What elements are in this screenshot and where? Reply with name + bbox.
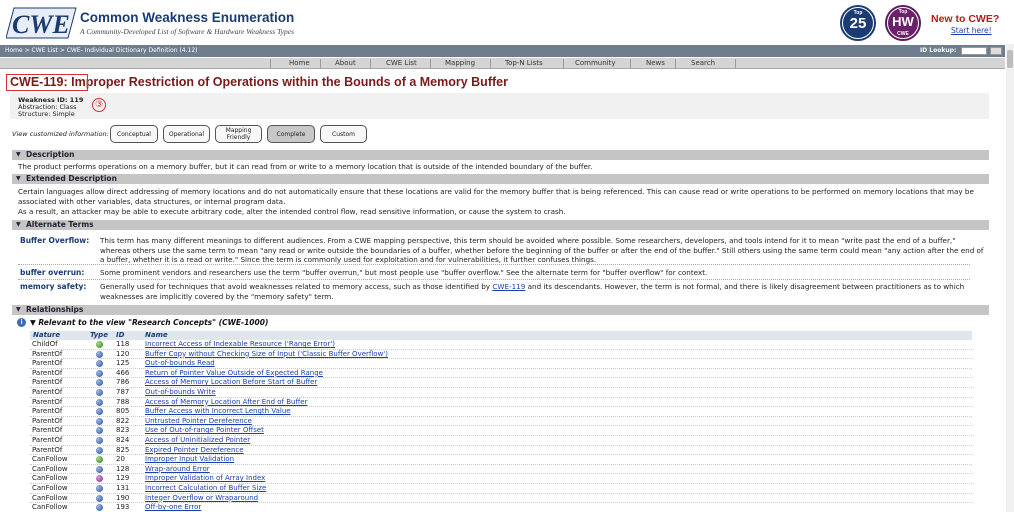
variant-type-icon	[96, 475, 103, 482]
table-row	[30, 494, 972, 504]
row-name-link[interactable]: Expired Pointer Dereference	[145, 445, 244, 454]
row-name-link[interactable]: Untrusted Pointer Dereference	[145, 416, 252, 425]
table-row	[30, 503, 972, 512]
weakness-meta-block	[10, 93, 989, 119]
row-nature: ParentOf	[32, 378, 63, 387]
table-row	[30, 426, 972, 436]
row-nature: ParentOf	[32, 388, 63, 396]
row-nature: CanFollow	[32, 484, 68, 492]
row-nature: CanFollow	[32, 493, 68, 502]
base-type-icon	[96, 408, 103, 415]
start-here-link[interactable]: Start here!	[951, 26, 992, 35]
base-type-icon	[96, 360, 103, 367]
id-lookup-label: ID Lookup:	[920, 47, 957, 54]
row-nature: ParentOf	[32, 445, 63, 454]
view-complete-button[interactable]: Complete	[267, 125, 315, 143]
table-row	[30, 436, 972, 446]
row-name-link[interactable]: Access of Memory Location Before Start of Buffer	[145, 378, 318, 387]
col-name: Name	[145, 331, 168, 339]
row-name-link[interactable]: Buffer Copy without Checking Size of Input ('Classic Buffer Overflow')	[145, 349, 388, 358]
view-operational-button[interactable]: Operational	[163, 125, 210, 143]
site-header	[0, 0, 1014, 44]
row-id: 787	[116, 388, 130, 396]
table-row	[30, 388, 972, 398]
base-type-icon	[96, 466, 103, 473]
table-row	[30, 474, 972, 484]
main-nav	[0, 58, 1005, 69]
row-nature: CanFollow	[32, 503, 68, 512]
table-row	[30, 446, 972, 456]
site-subtitle: A Community-Developed List of Software & Hardware Weakness Types	[80, 27, 295, 36]
table-row	[30, 417, 972, 427]
collapse-triangle-icon[interactable]: ▼	[16, 151, 21, 158]
page-scrollbar[interactable]	[1006, 44, 1014, 512]
row-id: 118	[116, 340, 130, 348]
section-alternate-terms[interactable]	[12, 220, 989, 230]
nav-mapping[interactable]: Mapping	[445, 59, 476, 67]
alt-term-memory-safety: memory safety:	[20, 282, 87, 291]
nav-community[interactable]: Community	[575, 59, 616, 67]
row-nature: ChildOf	[32, 340, 58, 348]
nav-separator	[735, 59, 736, 68]
row-name-link[interactable]: Off-by-one Error	[145, 503, 202, 512]
section-title: Relationships	[26, 305, 84, 314]
collapse-triangle-icon[interactable]: ▼	[30, 318, 39, 327]
base-type-icon	[96, 437, 103, 444]
row-id: 190	[116, 493, 130, 502]
alt-term-desc	[100, 282, 986, 301]
row-id: 193	[116, 503, 130, 512]
nav-separator	[630, 59, 631, 68]
cwe-119-link[interactable]: CWE-119	[492, 282, 526, 291]
nav-separator	[675, 59, 676, 68]
row-name-link[interactable]: Use of Out-of-range Pointer Offset	[145, 426, 264, 435]
view-mapping-line2: Friendly	[226, 134, 251, 141]
id-lookup-input[interactable]	[961, 47, 987, 55]
row-id: 786	[116, 378, 130, 387]
nav-separator	[490, 59, 491, 68]
row-id: 466	[116, 368, 130, 377]
alt-term-desc-pre: Generally used for techniques that avoid weaknesses related to memory access, such as those identified by	[100, 282, 493, 291]
alt-term-buffer-overflow: Buffer Overflow:	[20, 236, 90, 245]
relationship-view-label: Relevant to the view "Research Concepts" (CWE-1000)	[38, 318, 269, 327]
nav-cwe-list[interactable]: CWE List	[386, 59, 417, 67]
base-type-icon	[96, 447, 103, 454]
table-row	[30, 465, 972, 475]
site-title[interactable]: Common Weakness Enumeration	[80, 10, 295, 25]
nav-separator	[270, 59, 271, 68]
nav-home[interactable]: Home	[289, 59, 310, 67]
row-id: 20	[116, 455, 125, 464]
base-type-icon	[96, 427, 103, 434]
section-title: Description	[26, 150, 75, 159]
alt-term-desc: This term has many different meanings to different audiences. From a CWE mapping perspective, this term should be avoided where possible. Some researchers, developers, and tools intend for it to mean "write past the end of a buffer," whereas others use the same term to mean "any read or write outside the boundaries of a buffer, whether before the beginning of the buffer or after the end of the buffer." Still others using the same term could mean "any action after the end of a buffer, whether it is a read or write." Since the term is commonly used for exploitation and for vulnerabilities, it further confuses things.	[100, 236, 984, 264]
row-name-link[interactable]: Improper Input Validation	[145, 455, 235, 464]
nav-separator	[430, 59, 431, 68]
new-to-cwe: New to CWE?	[931, 13, 1000, 25]
row-id: 788	[116, 397, 130, 406]
alt-term-desc-post: and its descendants. However, the term is not formal, and there is likely disagreement between practitioners as to which weaknesses are implicitly covered by the "memory safety" term.	[100, 282, 965, 301]
hw-badge-bottom: CWE	[897, 31, 909, 37]
table-row	[30, 359, 972, 369]
base-type-icon	[96, 504, 103, 511]
nav-separator	[320, 59, 321, 68]
info-icon[interactable]: i	[17, 318, 26, 327]
section-relationships[interactable]	[12, 305, 989, 315]
collapse-triangle-icon[interactable]: ▼	[16, 221, 21, 228]
row-nature: ParentOf	[32, 416, 63, 425]
table-row	[30, 407, 972, 417]
svg-text:CWE: CWE	[12, 10, 70, 39]
cwe-logo-icon[interactable]	[6, 6, 78, 40]
breadcrumb[interactable]: Home > CWE List > CWE- Individual Dictionary Definition (4.12)	[5, 47, 198, 54]
nav-top-n-lists[interactable]: Top-N Lists	[505, 59, 543, 67]
row-id: 822	[116, 416, 130, 425]
row-nature: ParentOf	[32, 436, 63, 444]
top25-badge-number: 25	[849, 15, 867, 32]
row-id: 128	[116, 464, 130, 473]
extended-description-text-2: As a result, an attacker may be able to execute arbitrary code, alter the intended control flow, read sensitive information, or cause the system to crash.	[18, 207, 566, 216]
row-id: 825	[116, 445, 130, 454]
row-nature: ParentOf	[32, 426, 63, 435]
id-lookup-go-button[interactable]	[990, 47, 1002, 55]
col-type: Type	[90, 331, 108, 339]
base-type-icon	[96, 379, 103, 386]
row-nature: ParentOf	[32, 349, 63, 358]
row-nature: ParentOf	[32, 407, 63, 416]
collapse-triangle-icon[interactable]: ▼	[16, 175, 21, 182]
base-type-icon	[96, 399, 103, 406]
row-name-link[interactable]: Improper Validation of Array Index	[145, 474, 266, 483]
row-name-link[interactable]: Return of Pointer Value Outside of Expected Range	[145, 368, 323, 377]
structure: Structure: Simple	[18, 110, 75, 118]
row-id: 125	[116, 359, 130, 368]
view-mapping-friendly-button[interactable]	[215, 125, 262, 143]
description-text: The product performs operations on a memory buffer, but it can read from or write to a memory location that is outside of the intended boundary of the buffer.	[18, 162, 593, 171]
nav-separator	[563, 59, 564, 68]
section-extended-description[interactable]	[12, 174, 989, 184]
row-id: 805	[116, 407, 130, 416]
row-nature: CanFollow	[32, 455, 68, 464]
row-name-link[interactable]: Incorrect Access of Indexable Resource ('Range Error')	[145, 340, 335, 348]
table-row	[30, 340, 972, 350]
base-type-icon	[96, 351, 103, 358]
section-title: Extended Description	[26, 174, 117, 183]
row-name-link[interactable]: Integer Overflow or Wraparound	[145, 493, 259, 502]
row-name-link[interactable]: Wrap-around Error	[145, 464, 210, 473]
row-name-link[interactable]: Incorrect Calculation of Buffer Size	[145, 484, 267, 492]
table-row	[30, 369, 972, 379]
row-name-link[interactable]: Access of Memory Location After End of Buffer	[145, 397, 308, 406]
row-nature: ParentOf	[32, 359, 63, 368]
view-mapping-line1: Mapping	[225, 127, 252, 134]
row-id: 120	[116, 349, 130, 358]
annotation-highlight-box	[6, 74, 88, 91]
extended-description-text-1: Certain languages allow direct addressing of memory locations and do not automatically ensure that these locations are valid for the memory buffer that is being referenced. This can cause read or write operations to be performed on memory locations that may be associated with other variables, data structures, or internal program data.	[18, 187, 974, 206]
section-title: Alternate Terms	[26, 220, 94, 229]
base-type-icon	[96, 389, 103, 396]
view-conceptual-button[interactable]: Conceptual	[110, 125, 158, 143]
top25-badge-icon[interactable]	[840, 5, 876, 41]
nav-about[interactable]: About	[335, 59, 356, 67]
row-nature: ParentOf	[32, 368, 63, 377]
table-row	[30, 398, 972, 408]
page-title: CWE-119: Improper Restriction of Operations within the Bounds of a Memory Buffer	[10, 75, 508, 89]
base-type-icon	[96, 495, 103, 502]
view-customized-label: View customized information:	[12, 130, 109, 138]
class-type-icon	[96, 456, 103, 463]
table-row	[30, 455, 972, 465]
row-id: 823	[116, 426, 130, 435]
top-hw-badge-icon[interactable]	[885, 5, 921, 41]
nav-separator	[370, 59, 371, 68]
row-nature: ParentOf	[32, 397, 63, 406]
row-nature: CanFollow	[32, 474, 68, 483]
nav-search[interactable]: Search	[691, 59, 716, 67]
page-scrollbar-thumb[interactable]	[1007, 50, 1013, 68]
alt-term-desc: Some prominent vendors and researchers use the term "buffer overrun," but most people use "buffer overflow." See the alternate term for "buffer overflow" for context.	[100, 268, 708, 277]
table-row	[30, 484, 972, 494]
nav-news[interactable]: News	[646, 59, 665, 67]
section-description[interactable]	[12, 150, 989, 160]
row-id: 824	[116, 436, 130, 444]
view-custom-button[interactable]: Custom	[320, 125, 367, 143]
row-name-link[interactable]: Out-of-bounds Write	[145, 388, 216, 396]
row-id: 131	[116, 484, 130, 492]
relationship-view-title[interactable]	[30, 318, 268, 327]
col-nature: Nature	[33, 331, 61, 339]
annotation-marker: ③	[92, 98, 106, 112]
base-type-icon	[96, 485, 103, 492]
divider	[18, 279, 970, 280]
alt-term-buffer-overrun: buffer overrun:	[20, 268, 85, 277]
row-name-link[interactable]: Out-of-bounds Read	[145, 359, 215, 368]
row-id: 129	[116, 474, 130, 483]
top25-badge-small: Top	[853, 10, 863, 16]
class-type-icon	[96, 341, 103, 348]
abstraction: Abstraction: Class	[18, 103, 77, 111]
weakness-id: Weakness ID: 119	[18, 96, 84, 104]
row-name-link[interactable]: Access of Uninitialized Pointer	[145, 436, 251, 444]
hw-badge-label: HW	[892, 14, 914, 29]
col-id: ID	[116, 331, 125, 339]
table-row	[30, 378, 972, 388]
hw-badge-small: Top	[898, 9, 908, 15]
breadcrumb-bar	[0, 45, 1005, 57]
base-type-icon	[96, 370, 103, 377]
collapse-triangle-icon[interactable]: ▼	[16, 306, 21, 313]
table-row	[30, 350, 972, 360]
relationship-table-header	[30, 331, 972, 340]
row-name-link[interactable]: Buffer Access with Incorrect Length Value	[145, 407, 291, 416]
row-nature: CanFollow	[32, 464, 68, 473]
base-type-icon	[96, 418, 103, 425]
divider	[18, 264, 970, 265]
